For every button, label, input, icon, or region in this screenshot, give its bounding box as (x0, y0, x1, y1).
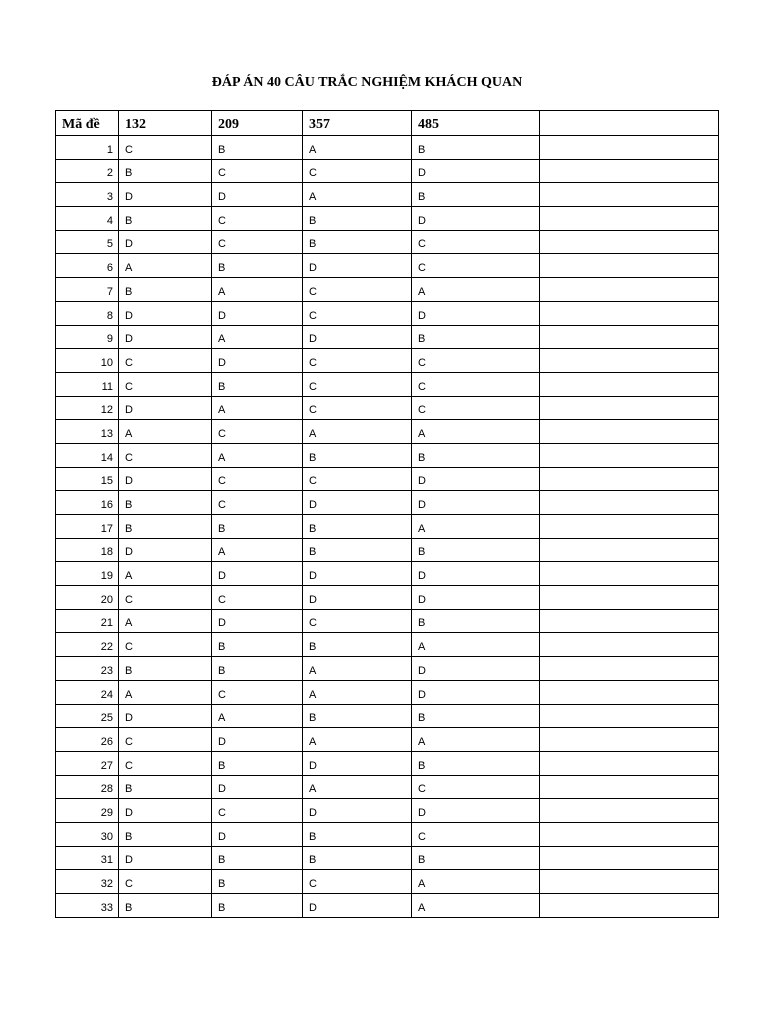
empty-cell (540, 609, 719, 633)
answer-cell: A (303, 420, 412, 444)
answer-cell: A (412, 278, 540, 302)
question-number: 16 (56, 491, 119, 515)
answer-cell: A (119, 609, 212, 633)
answer-cell: D (212, 775, 303, 799)
answer-cell: D (119, 846, 212, 870)
answer-cell: A (412, 515, 540, 539)
answer-cell: A (303, 657, 412, 681)
answer-cell: D (119, 467, 212, 491)
table-row (56, 278, 719, 302)
answer-cell: D (412, 680, 540, 704)
answer-cell: D (212, 349, 303, 373)
answer-cell: A (212, 704, 303, 728)
answer-cell: A (119, 254, 212, 278)
question-number: 7 (56, 278, 119, 302)
table-row (56, 775, 719, 799)
answer-cell: D (212, 728, 303, 752)
empty-cell (540, 822, 719, 846)
question-number: 19 (56, 562, 119, 586)
empty-cell (540, 396, 719, 420)
answer-cell: D (412, 207, 540, 231)
answer-cell: D (303, 751, 412, 775)
answer-cell: C (119, 349, 212, 373)
empty-cell (540, 657, 719, 681)
header-485: 485 (412, 111, 540, 136)
table-row (56, 136, 719, 160)
table-row (56, 207, 719, 231)
table-row (56, 704, 719, 728)
table-row (56, 822, 719, 846)
table-row (56, 846, 719, 870)
answer-cell: D (119, 183, 212, 207)
answer-cell: B (412, 136, 540, 160)
table-row (56, 230, 719, 254)
table-row (56, 325, 719, 349)
answer-cell: A (303, 775, 412, 799)
table-header-row (56, 111, 719, 136)
answer-cell: B (119, 822, 212, 846)
answer-cell: D (303, 586, 412, 610)
table-row (56, 254, 719, 278)
question-number: 26 (56, 728, 119, 752)
empty-cell (540, 183, 719, 207)
answer-cell: B (412, 538, 540, 562)
answer-cell: B (303, 443, 412, 467)
answer-cell: C (412, 775, 540, 799)
table-row (56, 609, 719, 633)
empty-cell (540, 894, 719, 918)
table-row (56, 562, 719, 586)
answer-cell: C (303, 159, 412, 183)
document-title: ĐÁP ÁN 40 CÂU TRẮC NGHIỆM KHÁCH QUAN (211, 75, 523, 90)
empty-cell (540, 278, 719, 302)
table-row (56, 396, 719, 420)
empty-cell (540, 870, 719, 894)
answer-cell: B (119, 775, 212, 799)
answer-cell: D (119, 538, 212, 562)
empty-cell (540, 799, 719, 823)
answer-cell: B (412, 846, 540, 870)
empty-cell (540, 230, 719, 254)
answer-cell: D (412, 586, 540, 610)
answer-cell: A (212, 396, 303, 420)
question-number: 23 (56, 657, 119, 681)
answer-cell: D (303, 894, 412, 918)
answer-cell: B (412, 609, 540, 633)
question-number: 32 (56, 870, 119, 894)
answer-cell: B (119, 491, 212, 515)
answer-cell: D (212, 562, 303, 586)
header-209: 209 (212, 111, 303, 136)
answer-cell: D (303, 325, 412, 349)
answer-cell: C (119, 728, 212, 752)
table-row (56, 870, 719, 894)
answer-cell: B (412, 183, 540, 207)
answer-cell: D (212, 301, 303, 325)
answer-cell: D (119, 325, 212, 349)
answer-cell: B (303, 207, 412, 231)
answer-cell: D (412, 657, 540, 681)
answer-cell: C (303, 467, 412, 491)
answer-cell: A (119, 562, 212, 586)
empty-cell (540, 443, 719, 467)
table-row (56, 894, 719, 918)
answer-cell: D (412, 159, 540, 183)
question-number: 30 (56, 822, 119, 846)
answer-cell: B (212, 254, 303, 278)
table-row (56, 159, 719, 183)
answer-cell: B (212, 870, 303, 894)
question-number: 28 (56, 775, 119, 799)
answer-cell: B (303, 633, 412, 657)
answer-cell: A (303, 136, 412, 160)
answer-cell: D (412, 301, 540, 325)
question-number: 33 (56, 894, 119, 918)
answer-cell: C (119, 586, 212, 610)
empty-cell (540, 633, 719, 657)
answer-cell: B (212, 136, 303, 160)
header-132: 132 (119, 111, 212, 136)
question-number: 25 (56, 704, 119, 728)
question-number: 22 (56, 633, 119, 657)
question-number: 1 (56, 136, 119, 160)
empty-cell (540, 467, 719, 491)
answer-cell: B (119, 278, 212, 302)
question-number: 10 (56, 349, 119, 373)
answer-cell: C (119, 751, 212, 775)
answer-cell: C (303, 278, 412, 302)
answer-cell: D (119, 396, 212, 420)
question-number: 3 (56, 183, 119, 207)
answer-cell: A (212, 325, 303, 349)
answer-cell: B (212, 657, 303, 681)
empty-cell (540, 372, 719, 396)
answer-cell: D (212, 822, 303, 846)
answer-cell: B (303, 515, 412, 539)
question-number: 27 (56, 751, 119, 775)
answer-cell: A (303, 680, 412, 704)
answer-cell: C (212, 420, 303, 444)
answer-cell: B (119, 515, 212, 539)
header-357: 357 (303, 111, 412, 136)
empty-cell (540, 136, 719, 160)
answer-cell: A (119, 420, 212, 444)
empty-cell (540, 515, 719, 539)
answer-cell: A (412, 728, 540, 752)
table-row (56, 680, 719, 704)
empty-cell (540, 680, 719, 704)
question-number: 29 (56, 799, 119, 823)
answer-cell: D (119, 230, 212, 254)
answer-cell: A (212, 538, 303, 562)
empty-cell (540, 704, 719, 728)
table-row (56, 799, 719, 823)
answer-cell: B (412, 704, 540, 728)
empty-cell (540, 775, 719, 799)
answer-cell: B (212, 846, 303, 870)
question-number: 12 (56, 396, 119, 420)
table-row (56, 301, 719, 325)
answer-cell: B (303, 846, 412, 870)
answer-cell: C (412, 396, 540, 420)
answer-cell: B (303, 822, 412, 846)
question-number: 13 (56, 420, 119, 444)
table-body (56, 136, 719, 918)
answer-cell: D (119, 301, 212, 325)
table-row (56, 491, 719, 515)
question-number: 14 (56, 443, 119, 467)
question-number: 8 (56, 301, 119, 325)
answer-cell: A (412, 420, 540, 444)
table-row (56, 751, 719, 775)
answer-cell: A (412, 870, 540, 894)
question-number: 4 (56, 207, 119, 231)
header-ma-de: Mã đề (56, 111, 119, 136)
question-number: 20 (56, 586, 119, 610)
answer-cell: D (303, 491, 412, 515)
question-number: 2 (56, 159, 119, 183)
question-number: 31 (56, 846, 119, 870)
answer-cell: B (412, 443, 540, 467)
answer-cell: C (212, 159, 303, 183)
table-row (56, 183, 719, 207)
empty-cell (540, 301, 719, 325)
empty-cell (540, 159, 719, 183)
question-number: 5 (56, 230, 119, 254)
empty-cell (540, 207, 719, 231)
answer-cell: B (212, 751, 303, 775)
answer-cell: B (212, 633, 303, 657)
table-row (56, 728, 719, 752)
question-number: 17 (56, 515, 119, 539)
answer-cell: D (412, 562, 540, 586)
table-row (56, 467, 719, 491)
answer-cell: C (412, 230, 540, 254)
answer-cell: C (212, 586, 303, 610)
question-number: 18 (56, 538, 119, 562)
empty-cell (540, 586, 719, 610)
answer-cell: D (303, 562, 412, 586)
answer-cell: D (412, 799, 540, 823)
empty-cell (540, 562, 719, 586)
answer-cell: D (212, 183, 303, 207)
answer-cell: D (212, 609, 303, 633)
answer-cell: A (412, 894, 540, 918)
empty-cell (540, 728, 719, 752)
answer-cell: C (119, 136, 212, 160)
answer-cell: B (303, 538, 412, 562)
answer-cell: C (412, 822, 540, 846)
table-row (56, 633, 719, 657)
table-row (56, 443, 719, 467)
answer-cell: B (119, 894, 212, 918)
question-number: 24 (56, 680, 119, 704)
answer-cell: C (412, 372, 540, 396)
answer-cell: C (212, 491, 303, 515)
empty-cell (540, 538, 719, 562)
empty-cell (540, 751, 719, 775)
empty-cell (540, 491, 719, 515)
question-number: 15 (56, 467, 119, 491)
answer-cell: B (212, 515, 303, 539)
answer-cell: A (303, 183, 412, 207)
answer-cell: C (212, 680, 303, 704)
question-number: 11 (56, 372, 119, 396)
empty-cell (540, 349, 719, 373)
answer-cell: C (303, 396, 412, 420)
answer-cell: C (303, 870, 412, 894)
answer-cell: C (303, 609, 412, 633)
answer-cell: B (212, 894, 303, 918)
answer-cell: B (119, 657, 212, 681)
answer-cell: A (119, 680, 212, 704)
answer-cell: A (303, 728, 412, 752)
table-row (56, 372, 719, 396)
answer-cell: C (303, 301, 412, 325)
table-row (56, 538, 719, 562)
header-empty (540, 111, 719, 136)
answer-cell: C (119, 870, 212, 894)
empty-cell (540, 846, 719, 870)
answer-cell: C (119, 372, 212, 396)
answer-cell: B (303, 230, 412, 254)
answer-cell: D (119, 704, 212, 728)
answer-cell: A (412, 633, 540, 657)
answer-cell: D (412, 467, 540, 491)
answer-cell: C (212, 467, 303, 491)
answer-cell: C (212, 230, 303, 254)
answer-cell: D (119, 799, 212, 823)
answer-cell: C (303, 372, 412, 396)
empty-cell (540, 325, 719, 349)
table-row (56, 420, 719, 444)
table-row (56, 657, 719, 681)
answer-cell: C (212, 207, 303, 231)
question-number: 6 (56, 254, 119, 278)
answer-cell: B (412, 751, 540, 775)
empty-cell (540, 420, 719, 444)
table-row (56, 586, 719, 610)
table-row (56, 349, 719, 373)
answer-cell: C (212, 799, 303, 823)
answer-cell: B (119, 207, 212, 231)
answer-cell: A (212, 278, 303, 302)
answer-cell: D (303, 799, 412, 823)
answer-cell: C (303, 349, 412, 373)
answer-cell: C (119, 443, 212, 467)
answer-cell: C (412, 349, 540, 373)
question-number: 9 (56, 325, 119, 349)
answer-cell: C (119, 633, 212, 657)
answer-cell: B (119, 159, 212, 183)
empty-cell (540, 254, 719, 278)
answer-cell: B (303, 704, 412, 728)
answer-cell: B (212, 372, 303, 396)
answer-key-table (55, 110, 719, 918)
answer-cell: C (412, 254, 540, 278)
question-number: 21 (56, 609, 119, 633)
answer-cell: D (303, 254, 412, 278)
answer-cell: A (212, 443, 303, 467)
answer-cell: D (412, 491, 540, 515)
answer-cell: B (412, 325, 540, 349)
table-row (56, 515, 719, 539)
